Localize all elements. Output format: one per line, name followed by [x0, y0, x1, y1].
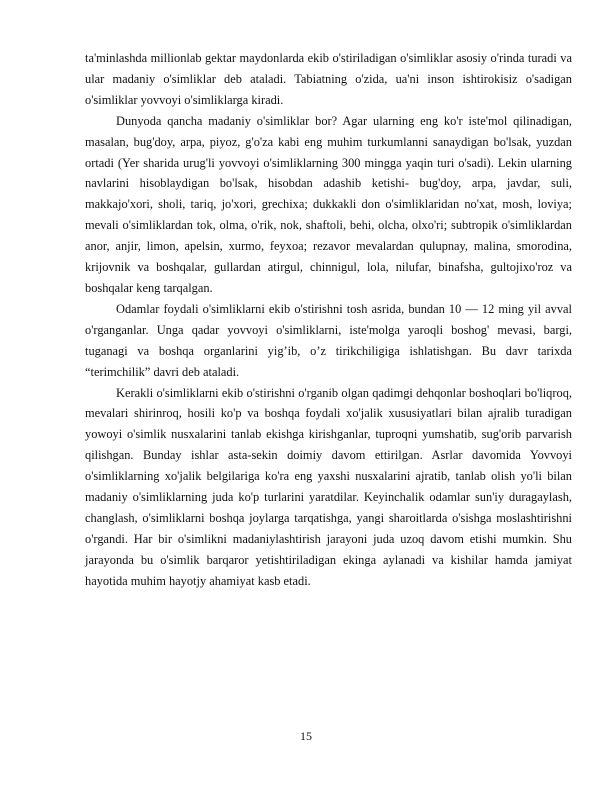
paragraph: Kerakli o'simliklarni ekib o'stirishni o'rganib olgan qadimgi dehqonlar boshoqlari bo'liqroq, mevalari shirinroq, hosili ko'p va boshqa foydali xo'jalik xususiyatlari bilan ajralib turadigan yowoyi o'simlik nusxalarini tanlab ekishga kirishganlar, tuproqni yumshatib, sug'orib parvarish qilishgan. Bunday ishlar asta-sekin doimiy davom ettirilgan. Asrlar davomida Yovvoyi o'simliklarning xo'jalik belgilariga ko'ra eng yaxshi nusxalarini ajratib, tanlab olish yo'li bilan madaniy o'simliklarning juda ko'p turlarini yaratdilar. Keyinchalik odamlar sun'iy duragaylash, changlash, o'simliklarni boshqa joylarga tarqatishga, yangi sharoitlarda o'sishga moslashtirishni o'rgandi. Har bir o'simlikni madaniylashtirish jarayoni juda uzoq davom etishi mumkin. Shu jarayonda bu o'simlik barqaror yetishtiriladigan ekinga aylanadi va kishilar hamda jamiyat hayotida muhim hayotjy ahamiyat kasb etadi.: [85, 385, 572, 588]
paragraph: Dunyoda qancha madaniy o'simliklar bor? Agar ularning eng ko'r iste'mol qilinadigan, masalan, bug'doy, arpa, piyoz, g'o'za kabi eng muhim turkumlanni sanaydigan bo'lsak, yuzdan ortadi (Yer sharida urug'li yovvoyi o'simliklarning 300 mingga yaqin turi o'sadi). Lekin ularning navlarini hisoblaydigan bo'lsak, hisobdan adashib ketishi- bug'doy, arpa, javdar, suli, makkajo'xori, sholi, tariq, jo'xori, grechixa; dukkakli don o'simliklaridan no'xat, mosh, loviya; mevali o'simliklardan tok, olma, o'rik, nok, shaftoli, behi, olcha, olxo'ri; subtropik o'simliklardan anor, anjir, limon, apelsin, xurmo, feyxoa; rezavor mevalardan qulupnay, malina, smorodina, krijovnik va boshqalar, gullardan atirgul, chinnigul, lola, nilufar, binafsha, gultojixo'roz va boshqalar keng tarqalgan.: [85, 113, 572, 295]
page-number: 15: [300, 729, 312, 743]
paragraph-continuation: ta'minlashda millionlab gektar maydonlarda ekib o'stiriladigan o'simliklar asosiy o'rinda turadi va ular madaniy o'simliklar deb ataladi. Tabiatning o'zida, ua'ni inson ishtirokisiz o'sadigan o'simliklar yovvoyi o'simliklarga kiradi.: [85, 51, 572, 107]
paragraph: Odamlar foydali o'simliklarni ekib o'stirishni tosh asrida, bundan 10 — 12 ming yil avval o'rganganlar. Unga qadar yovvoyi o'simliklarni, iste'molga yaroqli boshog' mevasi, bargi, tuganagi va boshqa organlarini yig’ib, o’z tirikchiligiga ishlatishgan. Bu davr tarixda “terimchilik” davri deb ataladi.: [85, 301, 572, 379]
document-page: [85, 48, 572, 592]
